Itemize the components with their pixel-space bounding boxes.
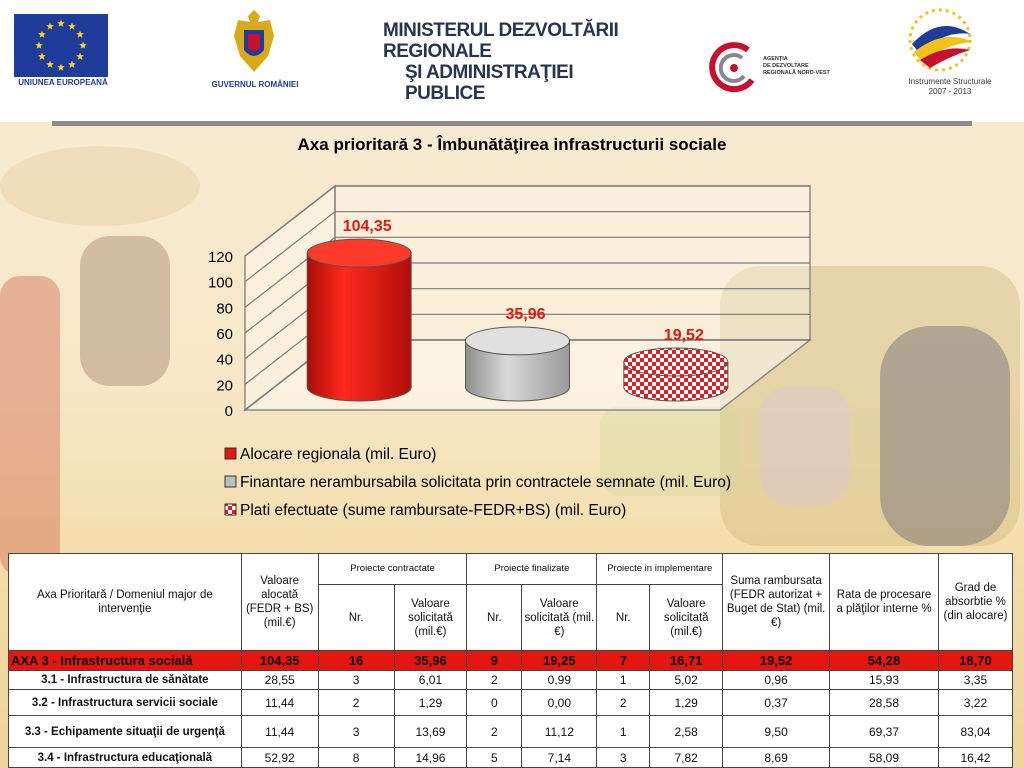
bar-2 bbox=[466, 327, 570, 401]
cell-reimb: 0,37 bbox=[723, 690, 830, 716]
row-name: 3.3 - Echipamente situaţii de urgenţă bbox=[9, 716, 242, 748]
cell-allocated: 104,35 bbox=[241, 651, 318, 671]
cell-c-val: 13,69 bbox=[394, 716, 467, 748]
legend-swatch bbox=[225, 476, 236, 487]
cell-c-nr: 8 bbox=[318, 748, 394, 768]
cell-f-nr: 5 bbox=[467, 748, 522, 768]
legend bbox=[225, 446, 731, 519]
y-tick-label: 120 bbox=[207, 249, 233, 266]
y-tick-label: 60 bbox=[216, 326, 233, 343]
cell-f-val: 11,12 bbox=[522, 716, 597, 748]
row-name: AXA 3 - Infrastructura socială bbox=[9, 651, 242, 671]
adr-label bbox=[763, 56, 853, 77]
bar-value-label: 35,96 bbox=[505, 305, 546, 323]
header-finalized: Proiecte finalizate bbox=[467, 554, 597, 585]
legend-swatch bbox=[225, 448, 236, 459]
cell-allocated: 11,44 bbox=[241, 690, 318, 716]
header-nr: Nr. bbox=[467, 585, 522, 651]
cell-i-val: 7,82 bbox=[650, 748, 723, 768]
cell-c-val: 1,29 bbox=[394, 690, 467, 716]
table-row bbox=[9, 671, 1013, 690]
ministry-name bbox=[383, 20, 643, 104]
cell-i-nr: 1 bbox=[597, 716, 650, 748]
legend-entry: Alocare regionala (mil. Euro) bbox=[240, 446, 437, 463]
cell-c-nr: 2 bbox=[318, 690, 394, 716]
cell-f-val: 7,14 bbox=[522, 748, 597, 768]
ministry-line1: MINISTERUL DEZVOLTĂRII REGIONALE bbox=[383, 20, 619, 62]
cell-abs: 3,35 bbox=[938, 671, 1012, 690]
cell-c-nr: 3 bbox=[318, 716, 394, 748]
cell-i-nr: 3 bbox=[597, 748, 650, 768]
gov-label: GUVERNUL ROMÂNIEI bbox=[211, 80, 299, 89]
cell-c-nr: 3 bbox=[318, 671, 394, 690]
chart-title: Axa prioritară 3 - Îmbunătăţirea infrastructurii sociale bbox=[297, 135, 727, 154]
adr-nord-vest-logo bbox=[708, 40, 760, 96]
cell-c-val: 14,96 bbox=[394, 748, 467, 768]
cell-abs: 3,22 bbox=[938, 690, 1012, 716]
header-contracted: Proiecte contractate bbox=[318, 554, 467, 585]
cell-f-val: 19,25 bbox=[522, 651, 597, 671]
ministry-line2: ŞI ADMINISTRAŢIEI PUBLICE bbox=[405, 62, 574, 104]
cell-i-val: 1,29 bbox=[650, 690, 723, 716]
header-domain: Axa Prioritară / Domeniul major de intervenţie bbox=[9, 554, 242, 651]
header-nr: Nr. bbox=[597, 585, 650, 651]
cell-c-nr: 16 bbox=[318, 651, 394, 671]
legend-swatch bbox=[225, 504, 236, 515]
header-band bbox=[0, 0, 1024, 122]
cell-allocated: 28,55 bbox=[241, 671, 318, 690]
adr-line2: DE DEZVOLTARE bbox=[763, 63, 809, 69]
cell-rate: 58,09 bbox=[830, 748, 939, 768]
cell-c-val: 6,01 bbox=[394, 671, 467, 690]
eu-flag-logo bbox=[14, 14, 108, 77]
bar-body bbox=[307, 253, 411, 401]
table-body bbox=[9, 651, 1013, 768]
cell-abs: 18,70 bbox=[938, 651, 1012, 671]
row-name: 3.1 - Infrastructura de sănătate bbox=[9, 671, 242, 690]
header-value-requested: Valoare solicitată (mil.€) bbox=[522, 585, 597, 651]
cell-rate: 15,93 bbox=[830, 671, 939, 690]
bar-1 bbox=[307, 239, 411, 401]
legend-entry: Plati efectuate (sume rambursate-FEDR+BS) (mil. Euro) bbox=[240, 502, 627, 519]
y-axis-ticks bbox=[208, 249, 233, 420]
cell-f-nr: 2 bbox=[467, 716, 522, 748]
table-row bbox=[9, 651, 1013, 671]
cell-f-nr: 2 bbox=[467, 671, 522, 690]
y-tick-label: 100 bbox=[207, 274, 233, 292]
header-processing-rate: Rata de procesare a plăţilor interne % bbox=[830, 554, 939, 651]
header-nr: Nr. bbox=[318, 585, 394, 651]
cell-f-val: 0,00 bbox=[522, 690, 597, 716]
cell-reimb: 8,69 bbox=[723, 748, 830, 768]
cell-i-val: 2,58 bbox=[650, 716, 723, 748]
header-value-requested: Valoare solicitată (mil.€) bbox=[650, 585, 723, 651]
bar-3 bbox=[624, 348, 728, 401]
adr-line1: AGENŢIA bbox=[763, 56, 788, 62]
structural-instruments-label bbox=[890, 77, 1010, 97]
is-line1: Instrumente Structurale bbox=[908, 77, 992, 86]
is-line2: 2007 - 2013 bbox=[928, 87, 972, 96]
cell-c-val: 35,96 bbox=[394, 651, 467, 671]
header-implementing: Proiecte in implementare bbox=[597, 554, 723, 585]
bar-top bbox=[624, 348, 728, 376]
cell-f-val: 0,99 bbox=[522, 671, 597, 690]
y-tick-label: 80 bbox=[216, 300, 233, 318]
table-row bbox=[9, 716, 1013, 748]
cell-rate: 54,28 bbox=[830, 651, 939, 671]
bar-value-label: 104,35 bbox=[342, 218, 392, 236]
cell-i-nr: 2 bbox=[597, 690, 650, 716]
structural-instruments-logo bbox=[900, 4, 980, 74]
cell-i-val: 16,71 bbox=[650, 651, 723, 671]
cell-allocated: 11,44 bbox=[241, 716, 318, 748]
y-tick-label: 0 bbox=[224, 403, 233, 420]
cell-allocated: 52,92 bbox=[241, 748, 318, 768]
cell-f-nr: 9 bbox=[467, 651, 522, 671]
cell-i-nr: 7 bbox=[597, 651, 650, 671]
y-tick-label: 40 bbox=[216, 351, 233, 369]
adr-line3: REGIONALĂ NORD-VEST bbox=[763, 70, 830, 76]
bar-value-label: 19,52 bbox=[663, 326, 704, 344]
row-name: 3.2 - Infrastructura servicii sociale bbox=[9, 690, 242, 716]
cell-i-val: 5,02 bbox=[650, 671, 723, 690]
header-reimbursed: Suma rambursata (FEDR autorizat + Buget de Stat) (mil.€) bbox=[723, 554, 830, 651]
bar-top bbox=[307, 239, 411, 267]
cell-rate: 28,58 bbox=[830, 690, 939, 716]
bar-chart bbox=[0, 126, 1024, 551]
legend-entry: Finantare nerambursabila solicitata prin contractele semnate (mil. Euro) bbox=[240, 474, 732, 491]
row-name: 3.4 - Infrastructura educaţională bbox=[9, 748, 242, 768]
romania-coat-of-arms-logo bbox=[230, 6, 278, 76]
header-value-requested: Valoare solicitată (mil.€) bbox=[394, 585, 467, 651]
header-allocated: Valoare alocată (FEDR + BS) (mil.€) bbox=[241, 554, 318, 651]
cell-reimb: 9,50 bbox=[723, 716, 830, 748]
cell-abs: 83,04 bbox=[938, 716, 1012, 748]
header-absorption: Grad de absorbtie % (din alocare) bbox=[938, 554, 1012, 651]
eu-label: UNIUNEA EUROPEANĂ bbox=[18, 78, 108, 87]
data-table bbox=[8, 553, 1013, 768]
table-row bbox=[9, 748, 1013, 768]
cell-reimb: 19,52 bbox=[723, 651, 830, 671]
bar-top bbox=[466, 327, 570, 355]
cell-rate: 69,37 bbox=[830, 716, 939, 748]
cell-f-nr: 0 bbox=[467, 690, 522, 716]
cell-reimb: 0,96 bbox=[723, 671, 830, 690]
cell-i-nr: 1 bbox=[597, 671, 650, 690]
table-row bbox=[9, 690, 1013, 716]
y-tick-label: 20 bbox=[216, 377, 233, 395]
cell-abs: 16,42 bbox=[938, 748, 1012, 768]
